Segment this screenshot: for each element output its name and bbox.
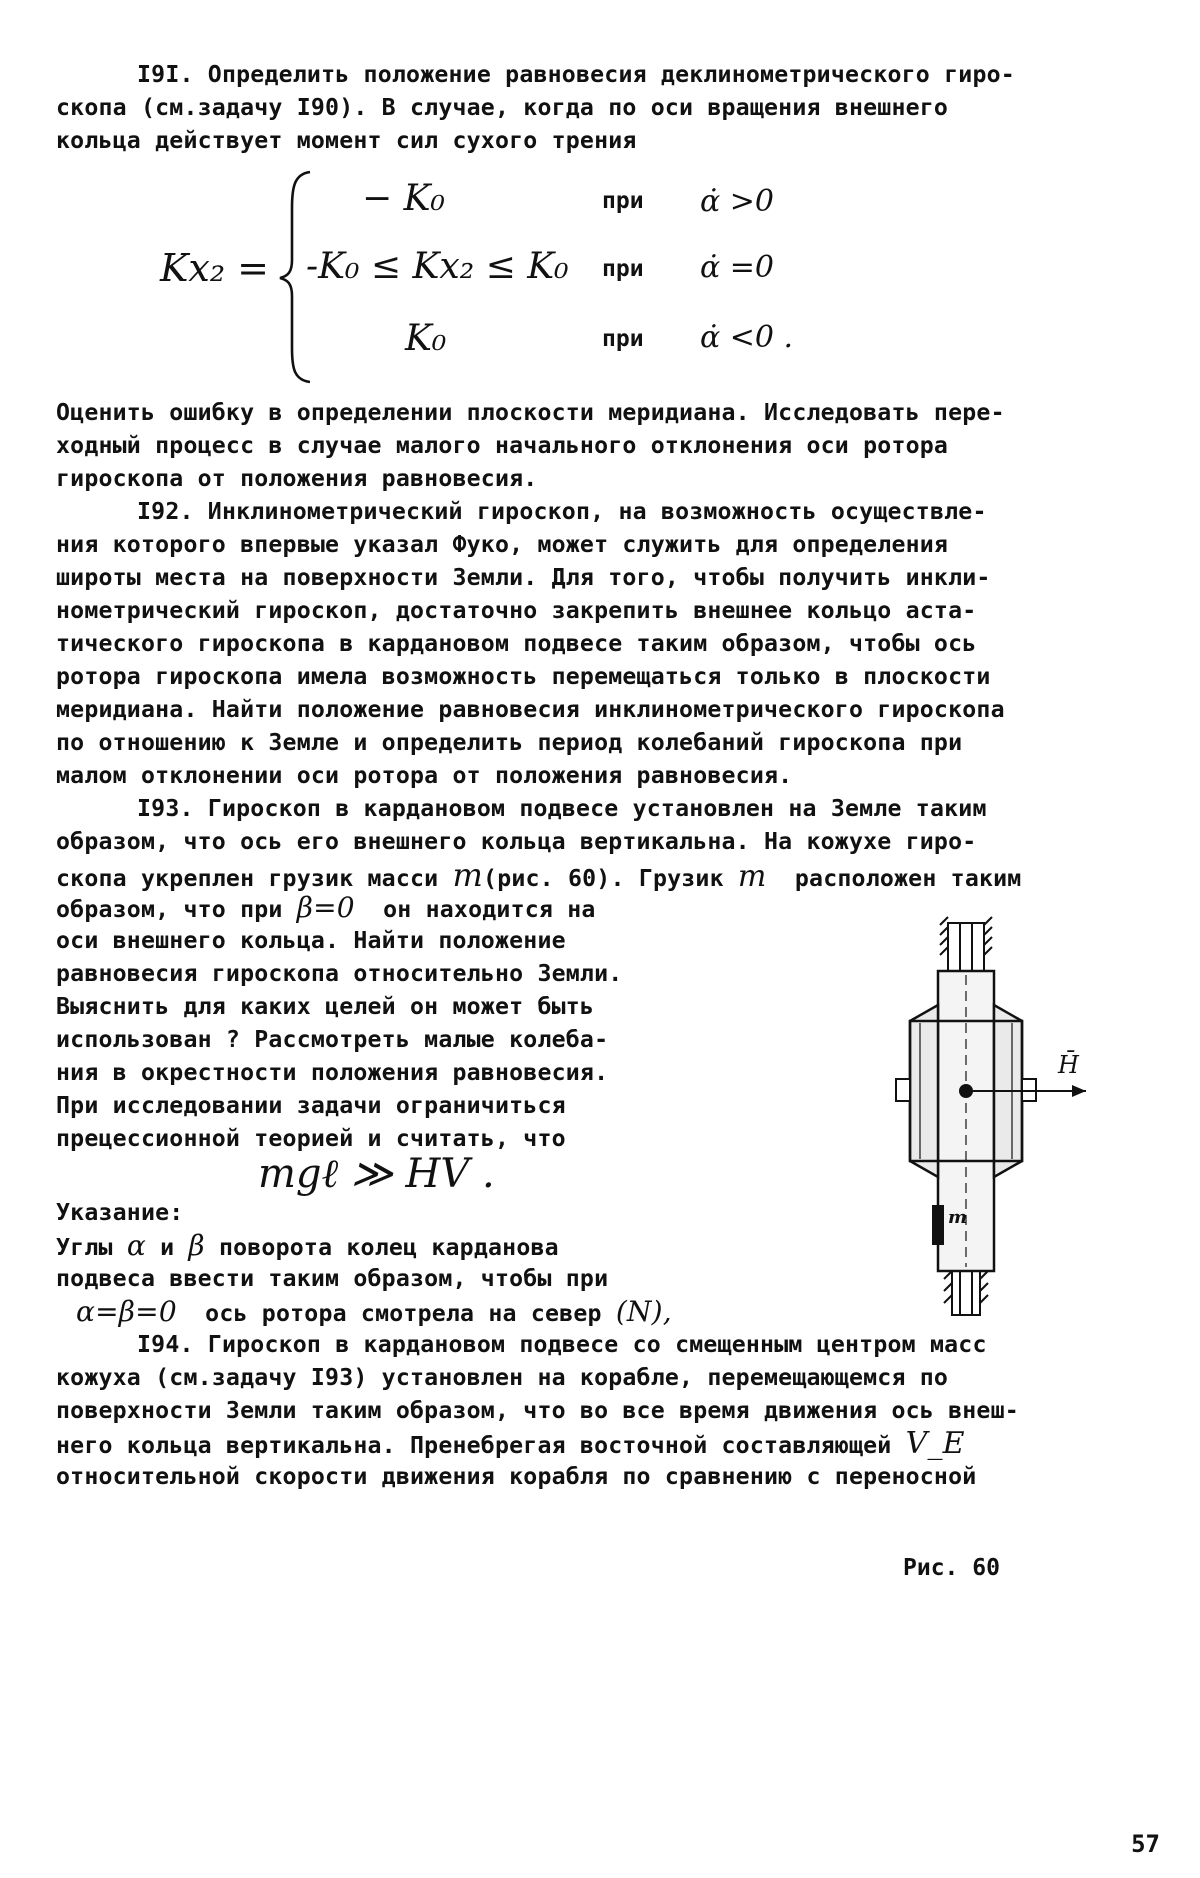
gyroscope-diagram: [880, 905, 1120, 1325]
system-row-3-cond: α̇ <0 .: [700, 320, 794, 355]
system-row-1-cond: α̇ >0: [700, 184, 775, 219]
figure-caption: Рис. 60: [903, 1555, 1000, 1581]
p193-narrow-line-3: Выяснить для каких целей он может быть: [56, 993, 595, 1020]
p193-narrow-line-2: равновесия гироскопа относительно Земли.: [56, 960, 623, 987]
system-row-2-pri: при: [602, 256, 644, 282]
hint-line-3: α=β=0 ось ротора смотрела на север (N),: [76, 1295, 672, 1328]
p191-after-line-3: гироскопа от положения равновесия.: [56, 465, 538, 492]
p194-line-4: него кольца вертикальна. Пренебрегая восточной составляющей V_E: [56, 1426, 965, 1461]
system-row-2-expr: -K₀ ≤ Kx₂ ≤ K₀: [306, 246, 569, 287]
p194-line-3: поверхности Земли таким образом, что во все время движения ось внеш-: [56, 1397, 1019, 1424]
p194-line-1: I94. Гироскоп в кардановом подвесе со смещенным центром масс: [137, 1331, 987, 1358]
p192-line-5: тического гироскопа в кардановом подвесе таким образом, чтобы ось: [56, 630, 977, 657]
hint-label: Указание:: [56, 1199, 184, 1226]
p192-line-6: ротора гироскопа имела возможность перемещаться только в плоскости: [56, 663, 991, 690]
p193-narrow-line-4: использован ? Рассмотреть малые колеба-: [56, 1026, 609, 1053]
mass-label: m: [948, 1207, 968, 1228]
vector-H-label: H̄: [1058, 1051, 1079, 1079]
p193-narrow-line-1: оси внешнего кольца. Найти положение: [56, 927, 566, 954]
mass-m-symbol-2: m: [737, 859, 767, 894]
p192-line-7: меридиана. Найти положение равновесия инклинометрического гироскопа: [56, 696, 1005, 723]
p192-line-3: широты места на поверхности Земли. Для того, чтобы получить инкли-: [56, 564, 991, 591]
p192-line-1: I92. Инклинометрический гироскоп, на возможность осуществле-: [137, 498, 987, 525]
p193-line-2: образом, что ось его внешнего кольца вертикальна. На кожухе гиро-: [56, 828, 977, 855]
p191-after-line-1: Оценить ошибку в определении плоскости меридиана. Исследовать пере-: [56, 399, 1005, 426]
page-number: 57: [1131, 1830, 1160, 1858]
system-row-1-expr: − K₀: [362, 178, 445, 219]
p193-line-1: I93. Гироскоп в кардановом подвесе установлен на Земле таким: [137, 795, 987, 822]
system-row-2-cond: α̇ =0: [700, 250, 775, 285]
p193-narrow-line-7: прецессионной теорией и считать, что: [56, 1125, 566, 1152]
system-row-3-pri: при: [602, 326, 644, 352]
hint-line-1: Углы α и β поворота колец карданова: [56, 1229, 559, 1262]
beta-zero-symbol: β=0: [296, 891, 355, 924]
hint-line-2: подвеса ввести таким образом, чтобы при: [56, 1265, 609, 1292]
p193-narrow-line-6: При исследовании задачи ограничиться: [56, 1092, 566, 1119]
p191-line-1: I9I. Определить положение равновесия деклинометрического гиро-: [137, 61, 1015, 88]
inequality-formula: mgℓ ≫ HV .: [258, 1151, 495, 1197]
p193-line-4: образом, что при β=0 он находится на: [56, 891, 596, 924]
system-row-3-expr: K₀: [405, 318, 447, 359]
p193-line-3: скопа укреплен грузик масси m(рис. 60). Грузик m расположен таким: [56, 856, 1022, 894]
p192-line-8: по отношению к Земле и определить период колебаний гироскопа при: [56, 729, 963, 756]
p194-line-2: кожуха (см.задачу I93) установлен на корабле, перемещающемся по: [56, 1364, 949, 1391]
p191-line-3: кольца действует момент сил сухого трения: [56, 127, 637, 154]
system-row-1-pri: при: [602, 188, 644, 214]
p192-line-2: ния которого впервые указал Фуко, может служить для определения: [56, 531, 949, 558]
velocity-east-symbol: V_E: [905, 1426, 965, 1461]
p191-line-2: скопа (см.задачу I90). В случае, когда по оси вращения внешнего: [56, 94, 949, 121]
mass-m-symbol: m: [452, 856, 484, 894]
p192-line-9: малом отклонении оси ротора от положения равновесия.: [56, 762, 793, 789]
figure-60: [880, 905, 1120, 1325]
p191-after-line-2: ходный процесс в случае малого начального отклонения оси ротора: [56, 432, 949, 459]
p192-line-4: нометрический гироскоп, достаточно закрепить внешнее кольцо аста-: [56, 597, 977, 624]
system-lhs: Kx₂ =: [160, 246, 269, 290]
p193-narrow-line-5: ния в окрестности положения равновесия.: [56, 1059, 609, 1086]
p194-line-5: относительной скорости движения корабля по сравнению с переносной: [56, 1463, 977, 1490]
